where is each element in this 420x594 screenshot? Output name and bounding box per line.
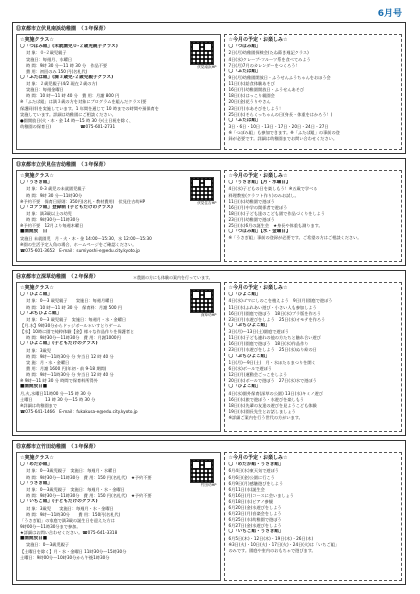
schedule-line: 3日(月)～13日(土)園庭で遊ぼう xyxy=(228,329,290,335)
section-columns xyxy=(16,452,402,581)
class-detail-line: 時 間：9時30分～11時30分 費 用：150 円(名札代) ★予約不要 xyxy=(26,493,152,499)
schedule-line: 25日(水)6月の誕生会 ★身長や体重も測ります。 xyxy=(228,222,323,228)
schedule-heading: 〇「ぷちひよこ組」 xyxy=(228,353,270,359)
schedule-box xyxy=(224,34,402,150)
class-detail-line: 時 間：10 時～11 時 40 分 費 用：月謝 800 円 xyxy=(26,93,120,99)
class-detail-line: 月,火,水曜日11時00 分～15 時 30 分 xyxy=(20,390,92,396)
schedule-heading: 〇「ぷちひよこ組」 xyxy=(228,322,270,328)
schedule-heading: 〇「うさぎ組」【月・水曜日】 xyxy=(228,180,291,185)
schedule-line: 6月4日(水)東天気で遊ぼう xyxy=(228,468,279,474)
class-heading: ■園開放 日 xyxy=(20,229,48,235)
qr-code-icon[interactable] xyxy=(190,177,214,201)
schedule-heading: 〇「つぼみ組」【水・金曜日】 xyxy=(228,229,291,235)
classes-box-title: ☆実施クラス☆ xyxy=(20,173,54,179)
class-heading: 〇「コアラ組」登録制 (子どもだけのクラス) xyxy=(20,204,113,210)
class-detail-line: 時 間：10 時～11 時 30 分 保育料：月謝 500 円 xyxy=(26,304,123,310)
schedule-line: 16日(月)園庭で遊ぼう 18日(水)作品作り xyxy=(228,341,309,347)
schedule-line: 1日(月)～9日(土) 月・水ほたるまつりを開く xyxy=(228,359,316,365)
class-detail-line: ※予約不要 12月より毎週木曜日 xyxy=(20,223,84,229)
qr-code-icon[interactable] xyxy=(190,41,214,65)
schedule-line: 3日・6日・10日・13日・17日・20日・24日・27日 xyxy=(228,124,329,130)
class-detail-line: ●園開放日(火・木・金 14 時～15 時 30 分(土日祝を除く、 xyxy=(20,117,134,123)
class-detail-line: 実施日：毎週金曜日 xyxy=(26,87,64,93)
schedule-line: 4日(水)クレープ-フルーツ系を食べてみよう xyxy=(228,56,311,62)
schedule-heading: 〇「ひよこ組」 xyxy=(228,384,261,390)
schedule-line: 7日(月)7月のカレンダーをつくろう！ xyxy=(228,62,300,68)
class-detail-line: 実 施：月・水・金曜日 xyxy=(26,359,70,365)
class-detail-line: ※詳細は幼稚園まで xyxy=(20,402,58,408)
classes-box-title: ☆実施クラス☆ xyxy=(20,455,54,461)
class-detail-line: 時 間：9時30分～11時30分 xyxy=(26,217,80,223)
schedule-line: 23日(月)水あそびをしよう！ xyxy=(228,105,284,111)
schedule-box xyxy=(224,452,402,581)
class-heading: 〇「うさぎ組」 xyxy=(20,480,53,486)
class-detail-line: 対 象：0～3歳児親子 実施日：毎週月・水・金曜日 xyxy=(26,487,125,492)
schedule-line: 16日(月)中学の関係者で遊ぼう xyxy=(228,204,288,210)
class-detail-line: 土曜日：9時00分～10時30分から午後1時30分 xyxy=(20,554,110,560)
classes-box-title: ☆実施クラス☆ xyxy=(20,37,54,43)
schedule-line: 6月25日(水)幼稚園で遊ぼう xyxy=(228,517,282,523)
schedule-line: ※3日(火)・10日(火)・17日(火)・24日(火)は「いちご組」 xyxy=(228,541,340,547)
kindergarten-section xyxy=(12,270,406,436)
schedule-line: 18日(水)先輩の友達の遊びを見ようこども体験 xyxy=(228,402,317,408)
schedule-line: 12日(月)運動会ごっこをしよう xyxy=(228,372,288,378)
schedule-line: 23日(月)水遊びをしよう 25日(水)オモテを作ろう xyxy=(228,316,326,322)
schedule-heading: 〇「いちご組・うさぎ組」 xyxy=(228,529,284,535)
schedule-box xyxy=(224,282,402,432)
schedule-line: 16日(水)旅で遊ぼう・水遊びを楽しもう xyxy=(228,396,305,402)
schedule-line: 6月16日(月)コースに会いましょう xyxy=(228,492,294,498)
schedule-line: 4日(水)園外保育(深草の公園) 13日(水)キミノ遊び xyxy=(228,390,323,396)
schedule-line: 6月9日(月)感触遊びをしよう xyxy=(228,480,284,486)
section-note: ＊農園の方にも体験の案内を行っています。 xyxy=(133,275,213,280)
class-detail-line: 幼稚園の保育日) ☎075-601-2731 xyxy=(20,123,116,129)
schedule-line: ※詳細ご案内を行う世代の方がいます。 xyxy=(228,415,303,421)
schedule-line: のみです。園庭や室内のおもちゃで遊びます。 xyxy=(228,547,316,553)
class-heading: 〇「つぼみ組」(未就園児０-２歳児親子クラス) xyxy=(20,44,118,49)
schedule-line: 4日(水)子どもの日を楽しもう！※五歳で学べる xyxy=(228,186,318,192)
qr-code-icon[interactable] xyxy=(190,459,214,483)
class-detail-line: 時 間：9時～11時30分 費 用：150円(名札代) xyxy=(26,511,121,517)
section-title: ⑮京都市立竹田幼稚園 （３年保育） xyxy=(16,444,99,450)
kindergarten-section xyxy=(12,158,406,266)
class-detail-line: 対 象：２歳児親子(4/2 現在２歳の方) xyxy=(26,81,98,87)
class-detail-line: 時 間：9時～11時30分 分 弁当日 12 時 40 分 xyxy=(26,372,114,378)
class-detail-line: 時 間：9時30分～11時30分 費 用：月謝1000円 xyxy=(26,335,121,341)
schedule-line: ※「つぼみ組」も参加できます。※「ふたば組」の事前の登 xyxy=(228,130,340,136)
schedule-line: 4日(水)ゴマにしのこを植えよう 9日(月)園庭で遊ぼう xyxy=(228,298,333,304)
schedule-line: 20日(金)花うりやさん xyxy=(228,99,271,105)
class-detail-line: 時 間：9時 30 分～11 時 30 分 作品不要 xyxy=(26,62,108,68)
schedule-line: 6月6日(金)公園に行こう xyxy=(228,474,275,480)
class-heading: 〇「ひよこ組」(子どもだけのクラス) xyxy=(20,341,98,347)
schedule-line: ※「うさぎ組」事前の登録が必要です。ご希望の方はご相談ください。 xyxy=(228,235,362,241)
schedule-line: 6日(水)ボールで遊ぼう xyxy=(228,366,273,372)
schedule-line: 6月27日(金)水遊びをしよう xyxy=(228,523,282,529)
schedule-line: 11日(水)幼稚園で遊ぼう xyxy=(228,198,275,204)
classes-box xyxy=(16,170,221,262)
class-detail-line: 対 象：3歳児 xyxy=(26,347,51,353)
section-title: ⑬京都市立伏見住吉幼稚園 （３年保育） xyxy=(16,162,109,168)
schedule-line: 18日(水)子ども達のこども園で作品づくりをしよう xyxy=(228,210,326,216)
schedule-heading: 〇「めだか組・うさぎ組」 xyxy=(228,462,284,467)
kindergarten-section xyxy=(12,440,406,585)
schedule-line: 19日(水)園長先生とお話しましょう xyxy=(228,409,296,415)
qr-caption: 伏見住吉HP xyxy=(197,201,217,205)
schedule-line: 11日(水)ふれあい遊び・小さい人も参加しよう xyxy=(228,304,317,310)
class-detail-line: 「うさぎ組」の家庭で満3歳の誕生日を迎えた方は xyxy=(20,517,115,523)
classes-box-title: ☆実施クラス☆ xyxy=(20,285,54,291)
class-detail-line: 時 間：9時 30 分～11時30分 xyxy=(26,192,83,198)
schedule-line: 23日(月)幼稚園で遊ぼう xyxy=(228,216,275,222)
schedule-line: 2日(月)幼稚園探検会(たね蒔き週記クラス) xyxy=(228,50,309,56)
class-detail-line: 【水】10時に園で純粋体験【金】様々な作品作りを保護者と xyxy=(20,329,135,335)
class-detail-line: ※予約不要 保育日原則：350円(名札・教材費用) 伏見住吉幼HP xyxy=(20,198,146,204)
class-detail-line: 土曜日 13 時 30 分～15 時 30 分 xyxy=(20,396,96,402)
class-detail-line: 対 象：3歳児 実施日：毎週月・水・金曜日 xyxy=(26,505,114,511)
section-columns xyxy=(16,282,402,432)
schedule-line: 16日(月)園庭で遊ぼう 18日(水)プラ版を作ろう xyxy=(228,310,322,316)
schedule-box-title: ☆今月の予定・お楽しみ☆ xyxy=(228,285,288,291)
schedule-heading: 〇「つぼみ組」 xyxy=(228,44,261,49)
schedule-line: 9日(月)幼稚園開放日・ふうせんふうちゃんをおほう会 xyxy=(228,75,331,81)
class-detail-line: 実施日：毎週月、水曜日 xyxy=(26,56,73,62)
class-heading: 〇「ぷちひよこ組」 xyxy=(20,310,62,316)
section-columns xyxy=(16,34,402,150)
class-detail-line: 対 象：０-２歳児親子 xyxy=(26,50,67,56)
section-title: ⑭京都市立深草幼稚園 （２年保育） xyxy=(16,274,99,280)
schedule-line: 6月5日(木)・12日(木)・19日(木)・26日(木) xyxy=(228,535,314,541)
qr-caption: 伏見南浜HP xyxy=(197,65,217,69)
schedule-line: 6月11日(水)誕生会 xyxy=(228,486,265,492)
class-detail-line: 実施日 未就園児 月・火・木・金 14:00～15:30、水 12:00～15:30 xyxy=(20,235,152,241)
class-detail-line: 対 象：0～3 歳児親子 実施日：毎週月・水・金曜日 xyxy=(26,317,127,322)
class-detail-line: 9時00分～11時30分まで参加。 xyxy=(20,523,81,529)
schedule-line: 25日(水)そらくっちゃんの日(身長・体重をはかろう！) xyxy=(228,111,333,117)
class-detail-line: ※ 9時～11 時 30 分 時間で保育料所得外 xyxy=(20,378,98,384)
class-detail-line: 時 間：9時30分～11時30分 費 用：150 円(名札代) ★予約不要 xyxy=(26,474,152,480)
classes-box xyxy=(16,282,221,432)
month-tag: 6月号 xyxy=(377,9,402,19)
schedule-line: 20日(水)ボールで遊ぼう 27日(水)水で遊ぼう xyxy=(228,378,317,384)
class-detail-line: 対 象：0～3 歳児親子 実施日：毎週月曜日 xyxy=(26,298,114,304)
class-detail-line: 費 用：初回のみ 150 円(名札代) xyxy=(26,68,88,74)
schedule-line: 23日(月)水遊びをしよう 25日(水)ぬり絵の日 xyxy=(228,347,317,353)
section-columns xyxy=(16,170,402,262)
schedule-heading: 〇「ひよこ組」 xyxy=(228,292,261,297)
schedule-box-title: ☆今月の予定・お楽しみ☆ xyxy=(228,173,288,179)
schedule-box-title: ☆今月の予定・お楽しみ☆ xyxy=(228,455,288,461)
schedule-line: 11日(水)子ども連れの他の方たちと触れ合い遊び xyxy=(228,335,321,341)
schedule-line: 録が必要です。詳細は幼稚園までお問い合わせください。 xyxy=(228,136,338,142)
class-detail-line: 対 象：0～3歳児親子 実施日：毎週月・水曜日 xyxy=(26,468,117,474)
class-heading: 〇「ふたば組」(満３歳児-２歳児親子クラス) xyxy=(20,74,114,80)
class-detail-line: ※園の生活予定入角の場合、ホームページをご確認ください。 xyxy=(20,241,137,247)
class-heading: 〇「うさぎ組」 xyxy=(20,180,53,185)
class-heading: ■園開放日■ xyxy=(20,384,48,390)
class-heading: 〇「いちご組」(子どもだけのクラス) xyxy=(20,499,98,505)
class-detail-line: 【土曜日を除く】月・水・金曜日 11時30分～15時30分 xyxy=(20,548,127,554)
schedule-box xyxy=(224,170,402,262)
class-detail-line: 対 象：0-3 歳児の未就園児親子 xyxy=(26,186,86,192)
class-detail-line: ※「ふたば組」は満３歳の方を対象にプログラムを組んだクラス(要 xyxy=(20,99,147,105)
class-heading: 〇「めだか組」 xyxy=(20,462,53,467)
schedule-box-title: ☆今月の予定・お楽しみ☆ xyxy=(228,37,288,43)
schedule-line: 6月18日(水)ピアノ参観 xyxy=(228,498,273,504)
qr-caption: 深草幼HP xyxy=(200,313,217,317)
schedule-line: 6月20日(金)水遊びをしよう xyxy=(228,504,282,510)
newsletter-page xyxy=(12,22,406,589)
qr-code-icon[interactable] xyxy=(190,289,214,313)
class-detail-line: ★詳細はお問い合わせください。☎075-641-3318 xyxy=(20,529,118,535)
schedule-heading: 〇「ふたば組」 xyxy=(228,117,261,123)
schedule-line: 料理教室(クラフト作り)のみお試し。 xyxy=(228,192,299,198)
schedule-line: 16日(月)幼稚園開放日・ふうせんあそび xyxy=(228,87,305,93)
class-detail-line: 保護同伴)を実施しています。1 年間を通じて 10 時までの時間や預保育を xyxy=(20,105,159,111)
classes-box xyxy=(16,452,221,581)
class-detail-line: 【月.水】9時30分からドッジボール＊いすとりゲーム xyxy=(20,323,122,329)
qr-caption: 竹田幼HP xyxy=(200,483,217,487)
kindergarten-section xyxy=(12,22,406,154)
class-detail-line: 実施日：0～3歳児親子 xyxy=(26,542,70,548)
class-detail-line: 対 象：満3歳以上の幼児 xyxy=(26,211,72,217)
class-detail-line: ☎075-601-3652 E-mail：sumiyoshi-e@edu.city.kyoto.jp xyxy=(20,247,140,253)
classes-box xyxy=(16,34,221,150)
class-detail-line: 実施しています。詳細は幼稚園にご相談ください。 xyxy=(20,111,116,117)
class-detail-line: 費 用：月謝 1600 円(年初・前 9-18 期間) xyxy=(26,366,107,372)
schedule-line: 6月23日(月)音楽会をしよう xyxy=(228,511,282,517)
class-detail-line: 時 間：9時～11時30分 分 弁当日 12 時 40 分 xyxy=(26,353,114,359)
schedule-line: 11日(水)給食体験あそび xyxy=(228,81,275,87)
class-heading: 〇「ひよこ組」 xyxy=(20,292,53,297)
schedule-heading: 〇「ふたば組」 xyxy=(228,68,261,74)
section-title: ⑫京都市立伏見南浜幼稚園 （３年保育） xyxy=(16,26,109,32)
class-detail-line: ☎075-641-1466 E-mail：fukakusa-e@edu.city.kyoto.jp xyxy=(20,409,138,415)
class-heading: ■園開放日■ xyxy=(20,536,48,542)
schedule-line: 18日(水)はっこり親園会 xyxy=(228,93,275,99)
